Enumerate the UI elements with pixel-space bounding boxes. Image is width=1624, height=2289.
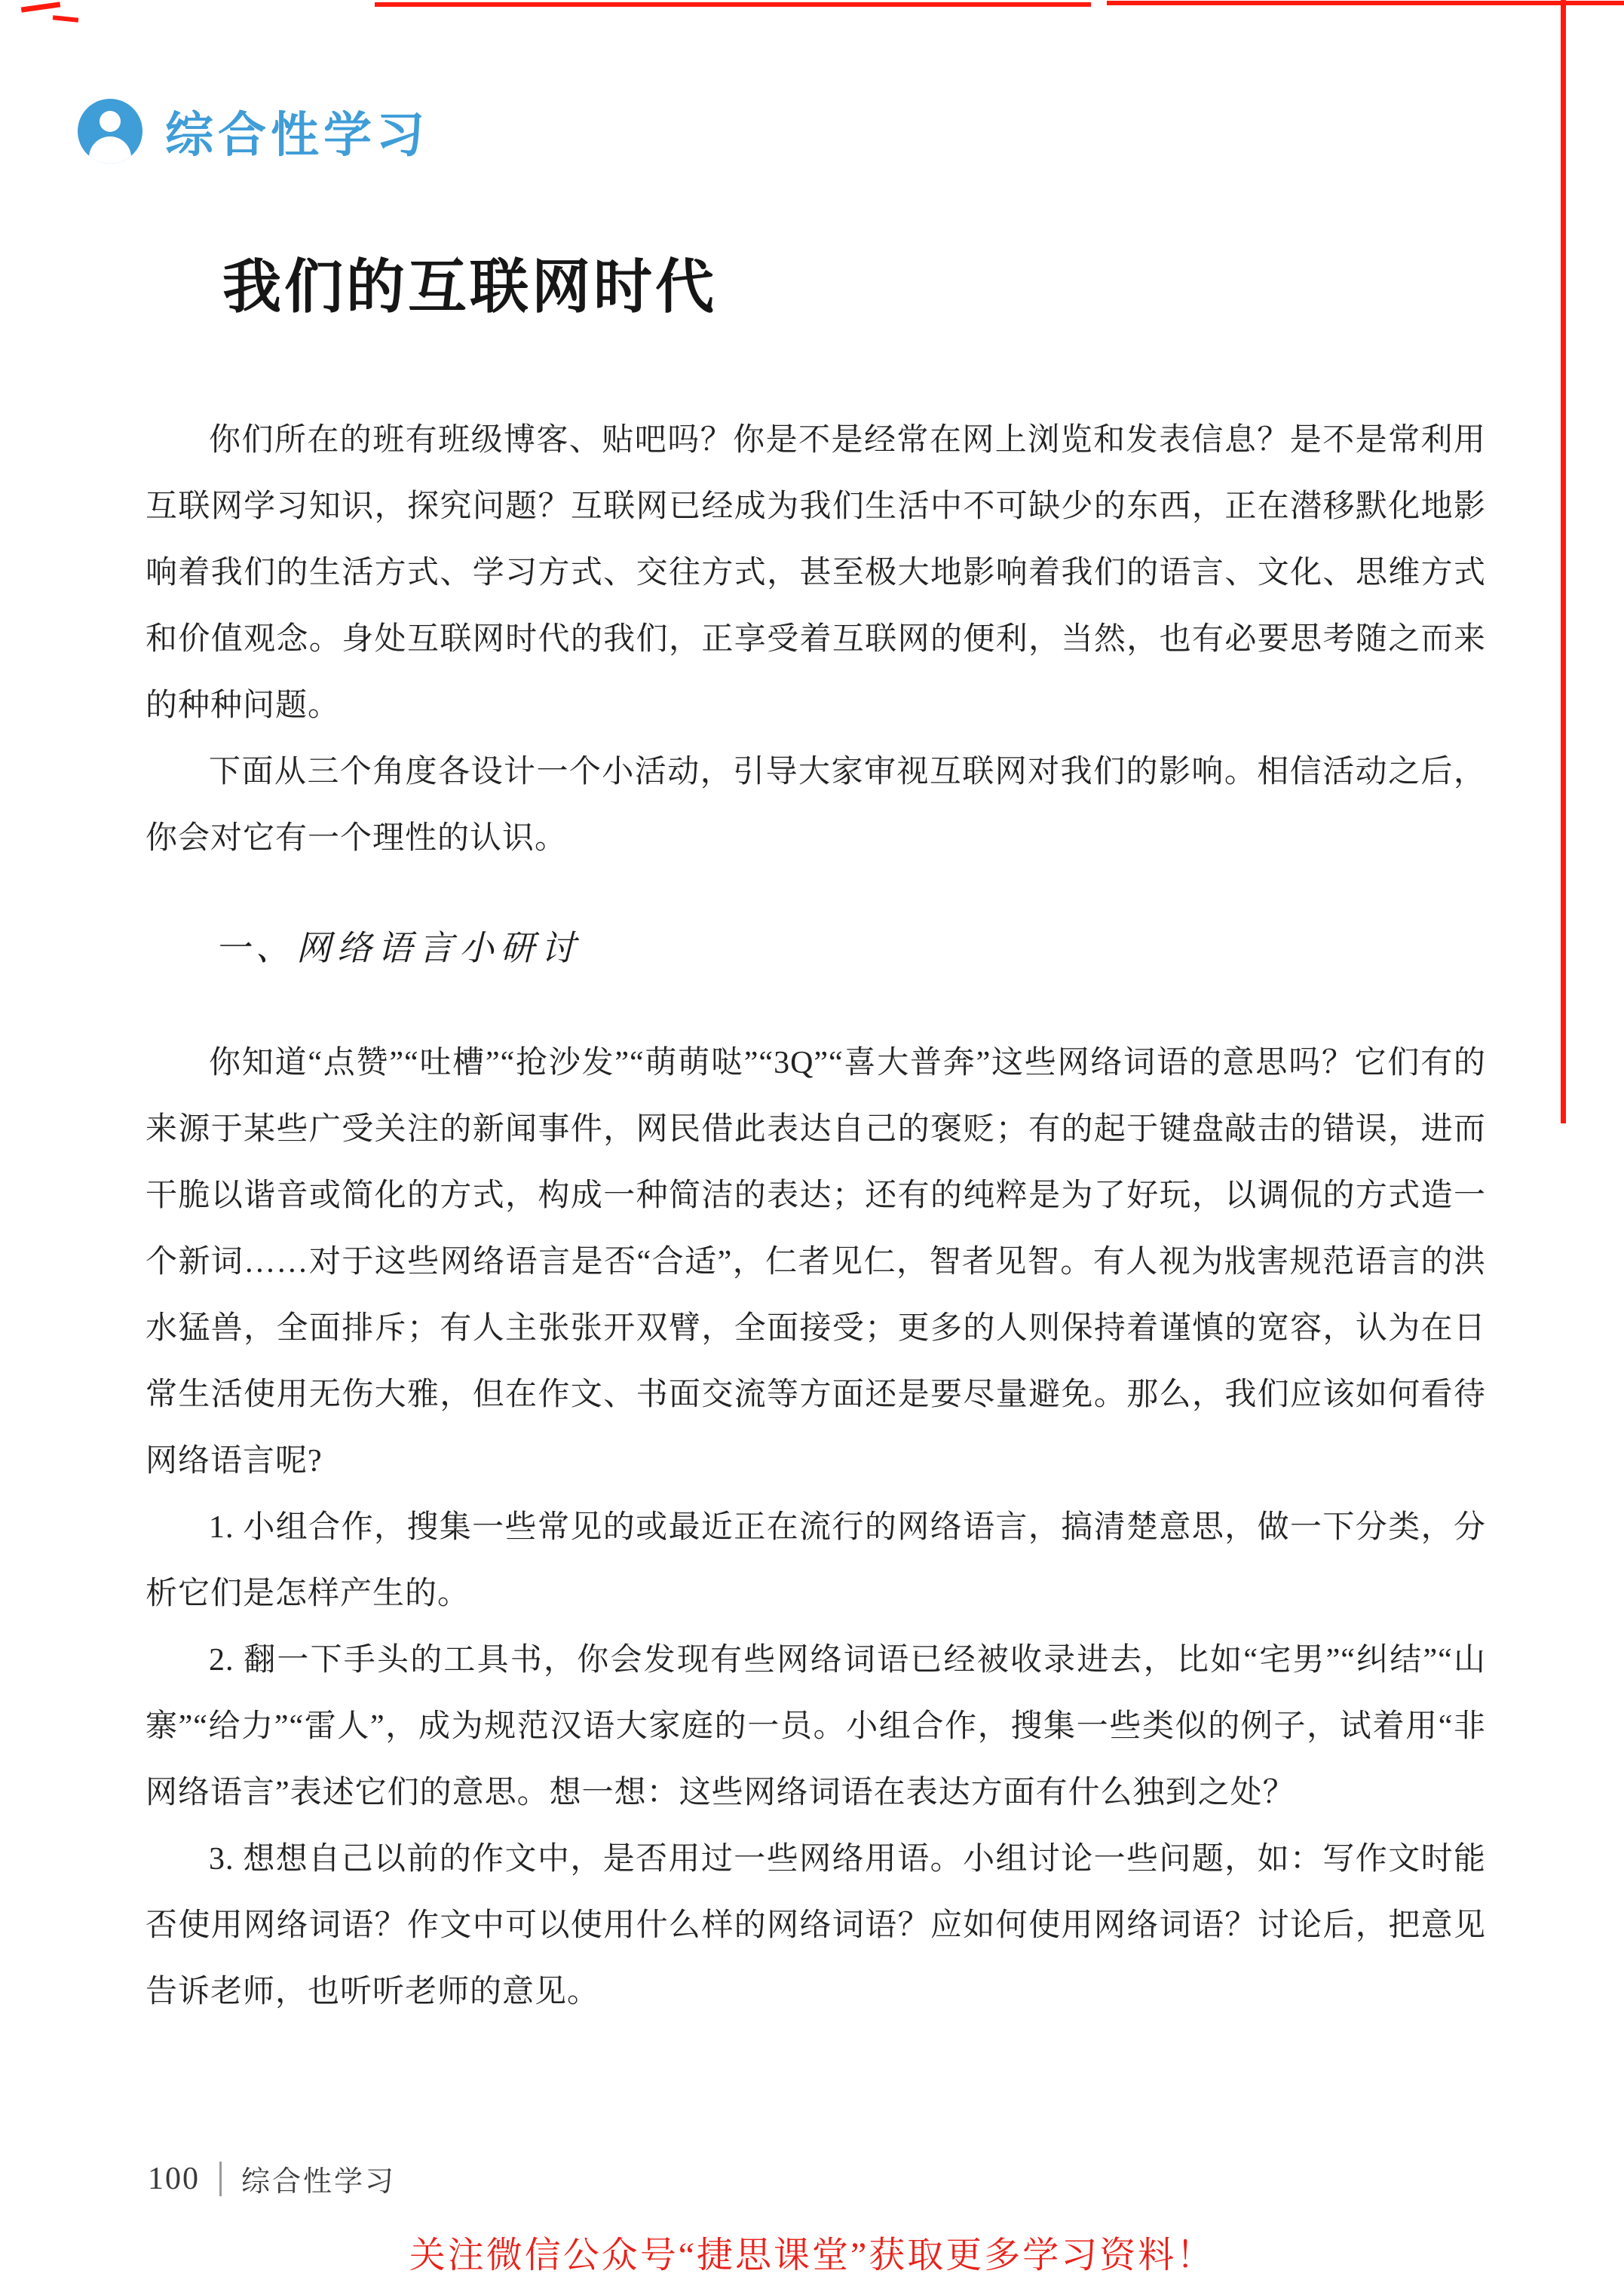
- person-icon-shoulders: [89, 136, 131, 164]
- page-content: [146, 407, 1486, 2025]
- scan-line-right-edge: [1561, 0, 1566, 1123]
- chapter-title: 我们的互联网时代: [222, 253, 718, 320]
- page-footer: [148, 2158, 396, 2199]
- person-icon-head: [100, 111, 121, 132]
- scan-line-top-center: [375, 2, 1091, 7]
- person-icon: [78, 99, 142, 164]
- intro-paragraph: 你们所在的班有班级博客、贴吧吗？你是不是经常在网上浏览和发表信息？是不是常利用互联网学习知识，探究问题？互联网已经成为我们生活中不可缺少的东西，正在潜移默化地影响着我们的生活方式、学习方式、交往方式，甚至极大地影响着我们的语言、文化、思维方式和价值观念。身处互联网时代的我们，正享受着互联网的便利，当然，也有必要思考随之而来的种种问题。: [146, 423, 1486, 723]
- section-heading: 一、网络语言小研讨: [215, 929, 581, 967]
- unit-header: [78, 97, 429, 166]
- intro-paragraph: 下面从三个角度各设计一个小活动，引导大家审视互联网对我们的影响。相信活动之后，你会对它有一个理性的认识。: [146, 755, 1486, 856]
- activity-item-2: 2. 翻一下手头的工具书，你会发现有些网络词语已经被收录进去，比如“宅男”“纠结”“山寨”“给力”“雷人”，成为规范汉语大家庭的一员。小组合作，搜集一些类似的例子，试着用“非网络语言”表述它们的意思。想一想：这些网络词语在表达方面有什么独到之处？: [146, 1643, 1486, 1810]
- activity-item-3: 3. 想想自己以前的作文中，是否用过一些网络用语。小组讨论一些问题，如：写作文时能否使用网络词语？作文中可以使用什么样的网络词语？应如何使用网络词语？讨论后，把意见告诉老师，也听听老师的意见。: [146, 1842, 1486, 2009]
- footer-divider: [219, 2162, 222, 2196]
- section-paragraph: 你知道“点赞”“吐槽”“抢沙发”“萌萌哒”“3Q”“喜大普奔”这些网络词语的意思吗？它们有的来源于某些广受关注的新闻事件，网民借此表达自己的褒贬；有的起于键盘敲击的错误，进而干脆以谐音或简化的方式，构成一种简洁的表达；还有的纯粹是为了好玩，以调侃的方式造一个新词……对于这些网络语言是否“合适”，仁者见仁，智者见智。有人视为戕害规范语言的洪水猛兽，全面排斥；有人主张张开双臂，全面接受；更多的人则保持着谨慎的宽容，认为在日常生活使用无伤大雅，但在作文、书面交流等方面还是要尽量避免。那么，我们应该如何看待网络语言呢?: [146, 1046, 1486, 1479]
- scan-mark-top-left-1: [21, 2, 60, 12]
- unit-label: 综合性学习: [165, 108, 429, 162]
- scan-mark-top-left-2: [53, 15, 78, 23]
- activity-item-1: 1. 小组合作，搜集一些常见的或最近正在流行的网络语言，搞清楚意思，做一下分类，分析它们是怎样产生的。: [146, 1510, 1486, 1611]
- watermark-text: 关注微信公众号“捷思课堂”获取更多学习资料！: [409, 2235, 1215, 2275]
- scan-line-top-right: [1107, 1, 1624, 5]
- page-number: 100: [148, 2161, 200, 2196]
- footer-section-label: 综合性学习: [241, 2166, 397, 2198]
